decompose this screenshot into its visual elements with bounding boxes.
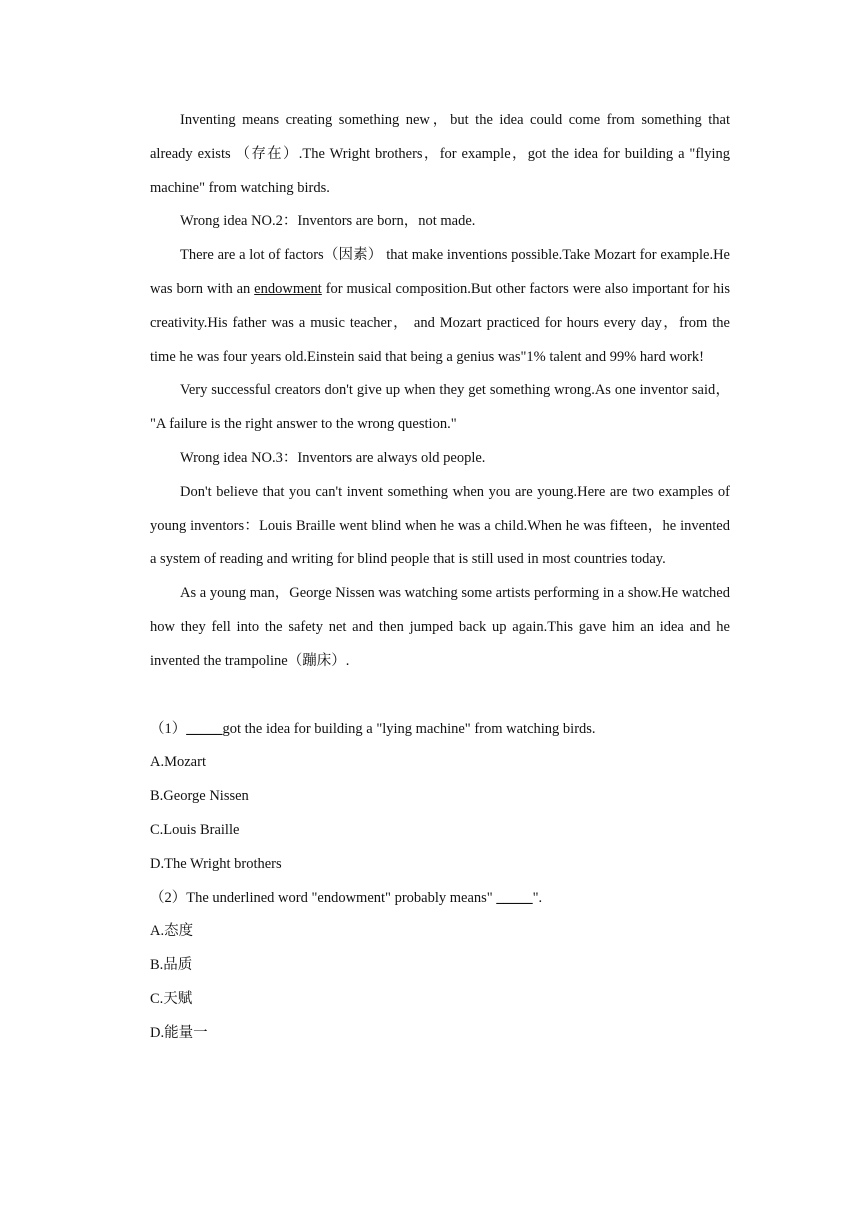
passage-paragraph-6: Don't believe that you can't invent something when you are young.Here are two examples of young inventors：Louis Braille went blind when he was a child.When he was fifteen，he invented a system of reading and writing for blind people that is still used in most countries today. — [150, 483, 730, 568]
question-1 — [150, 713, 730, 882]
question-1-option-d[interactable]: D.The Wright brothers — [150, 855, 282, 872]
question-2 — [150, 882, 730, 1051]
question-2-text: The underlined word "endowment" probably means" — [186, 889, 497, 906]
passage-paragraph-3-start: There are a lot of factors（因素） that make inventions possible.Take Mozart for example.He was born with an — [150, 247, 730, 297]
passage-paragraph-5: Wrong idea NO.3：Inventors are always old people. — [180, 449, 486, 466]
question-1-option-b[interactable]: B.George Nissen — [150, 788, 249, 805]
question-2-number: （2） — [150, 889, 187, 906]
question-2-option-b[interactable]: B.品质 — [150, 957, 193, 974]
question-2-option-c[interactable]: C.天赋 — [150, 990, 193, 1007]
passage-paragraph-2: Wrong idea NO.2：Inventors are born，not made. — [180, 213, 476, 230]
passage-paragraph-7: As a young man，George Nissen was watching some artists performing in a show.He watched how they fell into the safety net and then jumped back up again.This gave him an idea and he invented the trampoline（蹦床）. — [150, 585, 730, 669]
question-list — [150, 713, 730, 1051]
question-2-stem — [150, 882, 730, 916]
passage-paragraph-3-end: for musical composition.But other factors were also important for his creativity.His father was a music teacher， and Mozart practiced for hours every day，from the time he was four years old.Einstein said that being a genius was"1% talent and 99% hard work! — [150, 280, 730, 365]
question-1-text: got the idea for building a "lying machine" from watching birds. — [222, 720, 596, 737]
question-2-option-d[interactable]: D.能量一 — [150, 1024, 208, 1041]
reading-passage — [150, 104, 730, 679]
question-1-option-a[interactable]: A.Mozart — [150, 754, 206, 771]
passage-paragraph-1: Inventing means creating something new，but the idea could come from something that already exists （存在）.The Wright brothers，for example，got the idea for building a "flying machine" from watching birds. — [150, 112, 730, 196]
underlined-word-endowment: endowment — [254, 280, 322, 297]
question-2-option-a[interactable]: A.态度 — [150, 923, 194, 940]
passage-paragraph-3 — [150, 239, 730, 374]
question-1-option-c[interactable]: C.Louis Braille — [150, 821, 240, 838]
question-1-number: （1） — [150, 720, 187, 737]
passage-paragraph-4: Very successful creators don't give up when they get something wrong.As one inventor said， "A failure is the right answer to the wrong question." — [150, 382, 730, 433]
question-2-text-end: ". — [532, 889, 543, 906]
question-1-blank: _____ — [186, 720, 223, 737]
question-2-blank: _____ — [496, 889, 533, 906]
document-page — [150, 104, 730, 1051]
question-1-stem — [150, 713, 730, 747]
